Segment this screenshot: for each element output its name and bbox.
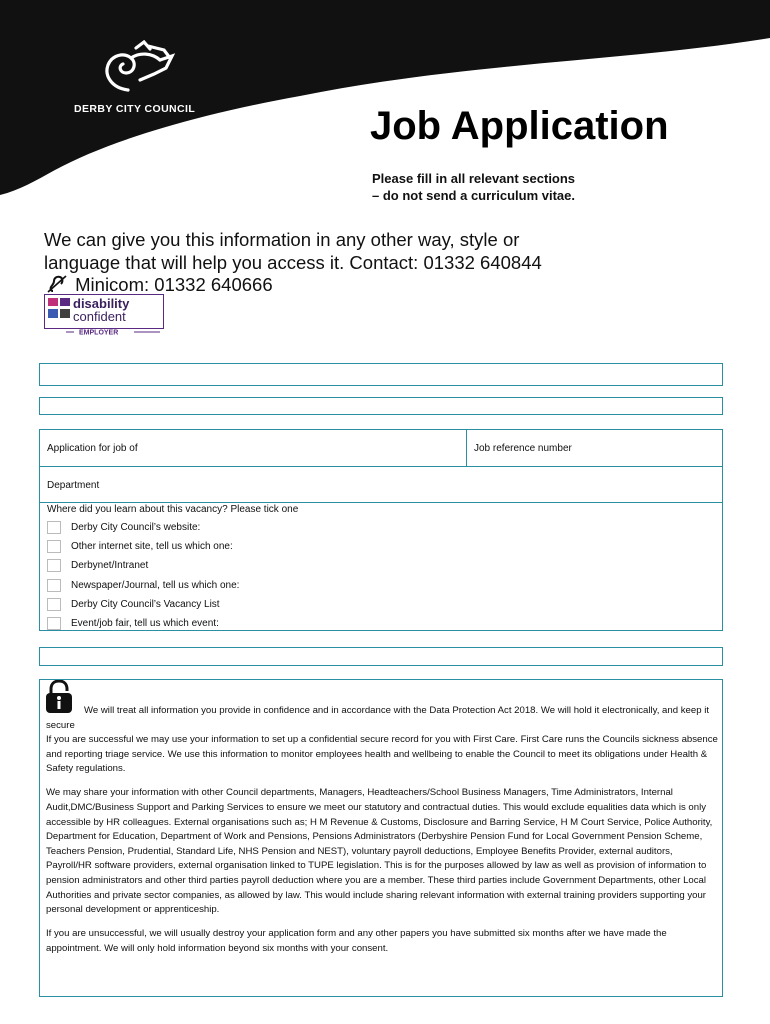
vacancy-option[interactable]: [47, 537, 239, 556]
access-line-2: language that will help you access it. Contact: 01332 640844: [44, 251, 542, 273]
badge-word-2: confident: [73, 309, 126, 324]
checkbox[interactable]: [47, 521, 61, 534]
hearing-ear-icon: [44, 275, 70, 293]
checkbox[interactable]: [47, 617, 61, 630]
subtitle-line-2: – do not send a curriculum vitae.: [372, 188, 575, 203]
privacy-paragraph-4: If you are unsuccessful, we will usually destroy your application form and any other papers you have submitted six months after we have made the appointment. We will only hold information beyond six months with your consent.: [46, 928, 667, 954]
page-title: Job Application: [370, 104, 669, 148]
vacancy-option-label: Other internet site, tell us which one:: [71, 541, 233, 553]
accessibility-statement: [44, 229, 542, 297]
section-header-bar-2: [39, 397, 723, 415]
section-header-bar-3: [39, 647, 723, 666]
department-field[interactable]: [39, 466, 723, 503]
job-reference-label: Job reference number: [474, 443, 572, 454]
derby-ram-logo-icon: [98, 40, 178, 98]
subtitle-line-1: Please fill in all relevant sections: [372, 171, 576, 186]
job-reference-field[interactable]: [466, 429, 723, 467]
minicom-text: Minicom: 01332 640666: [75, 274, 273, 295]
vacancy-option[interactable]: [47, 556, 239, 575]
vacancy-option[interactable]: [47, 576, 239, 595]
privacy-paragraph-3: We may share your information with other Council departments, Managers, Headteachers/School Business Managers, Time Administrators, Internal Audit,DMC/Business Support and Parking Services to ensure we meet our statutory and contractual duties. This would exclude equalities data which is only accessible by HR colleagues. External organisations such as; H M Revenue & Customs, Disclosure and Barring Service, H M Court Service, Police Authority, Department for Education, Department of Work and Pensions, Pensions Administrators (Derbyshire Pension Fund for Local Government Pension Scheme, Teachers Pension, Prudential, Standard Life, NHS Pension and NEST), voluntary payroll deductions, Employee Benefits Provider, external auditors, Payroll/HR software providers, external organisation linked to TUPE legislation. This is for the purposes allowed by law as well as provision of information to pension administrators and other third parties payroll deduction where you are a member. These third parties include Government Departments, other Local Authorities and private sector companies, as allowed by law. This would include sharing relevant information with external training providers supporting your personal development or apprenticeship.: [46, 787, 713, 916]
vacancy-question: Where did you learn about this vacancy? Please tick one: [47, 504, 299, 515]
page-subtitle: [372, 170, 575, 204]
vacancy-option-label: Derby City Council’s website:: [71, 522, 201, 534]
vacancy-source-section: [39, 502, 723, 631]
vacancy-options-list: [47, 518, 239, 633]
privacy-text: [46, 704, 718, 966]
vacancy-option-label: Event/job fair, tell us which event:: [71, 618, 219, 630]
privacy-paragraph-1: We will treat all information you provide in confidence and in accordance with the Data Protection Act 2018. We will hold it electronically, and keep it secure: [46, 705, 709, 731]
vacancy-option[interactable]: [47, 595, 239, 614]
badge-word-1: disability: [73, 296, 130, 311]
access-line-1: We can give you this information in any other way, style or: [44, 229, 520, 250]
checkbox[interactable]: [47, 598, 61, 611]
vacancy-option[interactable]: [47, 614, 239, 633]
vacancy-option[interactable]: [47, 518, 239, 537]
disability-confident-badge: [44, 294, 164, 335]
checkbox[interactable]: [47, 559, 61, 572]
application-for-job-label: Application for job of: [47, 443, 138, 454]
vacancy-option-label: Derby City Council’s Vacancy List: [71, 598, 220, 610]
privacy-paragraph-2: If you are successful we may use your information to set up a confidential secure record for you with First Care. First Care runs the Councils sickness absence and reporting triage service. We use this information to monitor employees health and wellbeing to enable the Council to meet its obligations under Health & Safety regulations.: [46, 734, 718, 775]
department-label: Department: [47, 480, 100, 491]
vacancy-option-label: Derbynet/Intranet: [71, 560, 149, 572]
section-header-bar-1: [39, 363, 723, 386]
badge-word-3: EMPLOYER: [79, 329, 119, 335]
vacancy-option-label: Newspaper/Journal, tell us which one:: [71, 579, 240, 591]
checkbox[interactable]: [47, 540, 61, 553]
application-for-job-field[interactable]: [39, 429, 467, 467]
checkbox[interactable]: [47, 579, 61, 592]
council-name: DERBY CITY COUNCIL: [74, 103, 196, 115]
